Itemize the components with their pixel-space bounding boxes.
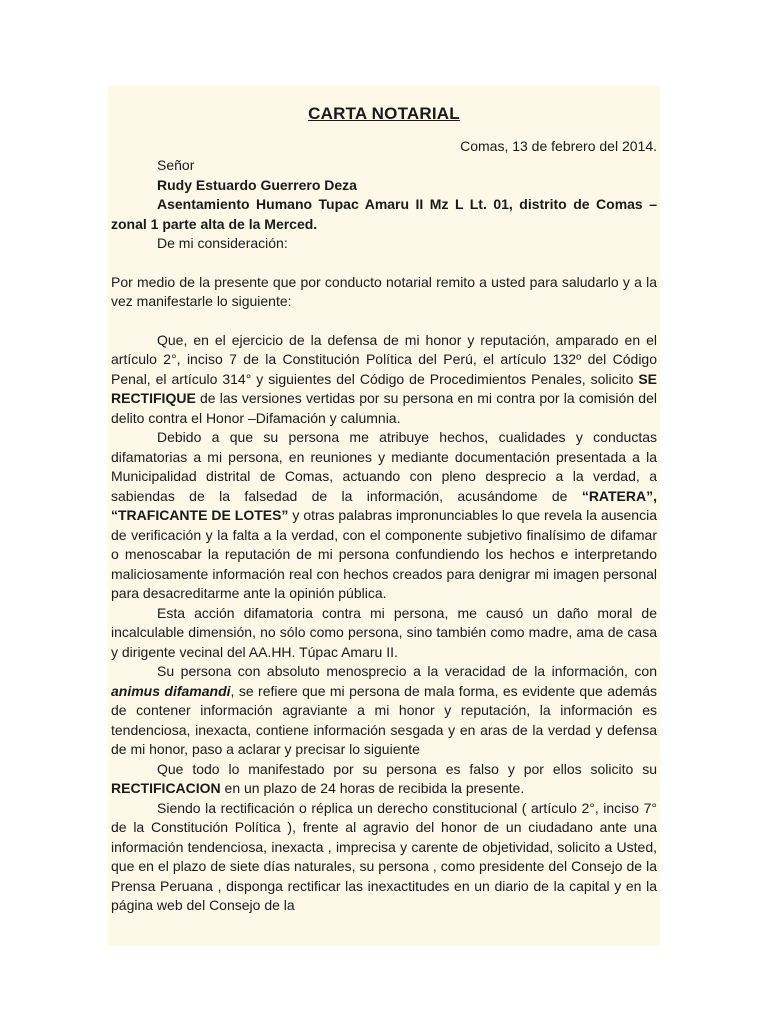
letter-page [108,86,660,946]
se-rectifique-emphasis: SE RECTIFIQUE [111,370,657,406]
intro-paragraph: Por medio de la presente que por conducto notarial remito a usted para saludarlo y a la vez manifestarle lo siguiente: [111,273,657,309]
paragraph-2-text-b: y otras palabras impronunciables lo que revela la ausencia de verificación y la falta a la verdad, con el componente subjetivo finalísimo de difamar o menoscabar la reputación de mi persona confundiendo los hechos e interpretando maliciosamente información real con hechos creados para denigrar mi imagen personal para desacreditarme ante la opinión pública. [111,507,657,601]
paragraph-1-text-b: de las versiones vertidas por su persona en mi contra por la comisión del delito contra el Honor –Difamación y calumnia. [111,390,657,426]
paragraph-5 [111,760,657,799]
paragraph-1 [111,331,657,429]
paragraph-5-text-b: en un plazo de 24 horas de recibida la presente. [220,780,525,796]
greeting: De mi consideración: [157,235,288,251]
accusations-emphasis: “RATERA”, “TRAFICANTE DE LOTES” [111,487,657,523]
paragraph-2 [111,428,657,604]
paragraph-4-text-a: Su persona con absoluto menosprecio a la veracidad de la información, con [157,663,657,679]
letter-date: Comas, 13 de febrero del 2014. [460,137,657,154]
recipient-name: Rudy Estuardo Guerrero Deza [157,176,357,193]
letter-body [111,104,657,916]
paragraph-4-text-b: , se refiere que mi persona de mala forma, es evidente que además de contener información agraviante a mi honor y reputación, la información es tendenciosa, inexacta, contiene información sesgada y en aras de la verdad y defensa de mi honor, paso a aclarar y precisar lo siguiente [111,682,657,757]
recipient-address: Asentamiento Humano Tupac Amaru II Mz L Lt. 01, distrito de Comas – zonal 1 parte alta de la Merced. [111,196,657,232]
rectificacion-emphasis: RECTIFICACION [111,780,221,796]
animus-difamandi-emphasis: animus difamandi [111,682,231,699]
letter-title: CARTA NOTARIAL [308,104,460,123]
paragraph-6: Siendo la rectificación o réplica un derecho constitucional ( artículo 2°, inciso 7° de la Constitución Política ), frente al agravio del honor de un ciudadano ante una información tendenciosa, inexacta , imprecisa y carente de objetividad, solicito a Usted, que en el plazo de siete días naturales, su persona , como presidente del Consejo de la Prensa Peruana , disponga rectificar las inexactitudes en un diario de la capital y en la página web del Consejo de la [111,799,657,913]
salutation: Señor [157,157,195,173]
paragraph-1-text-a: Que, en el ejercicio de la defensa de mi honor y reputación, amparado en el artículo 2°, inciso 7 de la Constitución Política del Perú, el artículo 132º del Código Penal, el artículo 314° y siguientes del Código de Procedimientos Penales, solicito [111,331,657,387]
paragraph-5-text-a: Que todo lo manifestado por su persona es falso y por ellos solicito su [157,760,657,777]
paragraph-2-text-a: Debido a que su persona me atribuye hechos, cualidades y conductas difamatorias a mi persona, en reuniones y mediante documentación presentada a la Municipalidad distrital de Comas, actuando con pleno desprecio a la verdad, a sabiendas de la falsedad de la información, acusándome de [111,429,657,504]
paragraph-4 [111,662,657,760]
paragraph-3: Esta acción difamatoria contra mi persona, me causó un daño moral de incalculable dimensión, no sólo como persona, sino también como madre, ama de casa y dirigente vecinal del AA.HH. Túpac Amaru II. [111,604,657,660]
